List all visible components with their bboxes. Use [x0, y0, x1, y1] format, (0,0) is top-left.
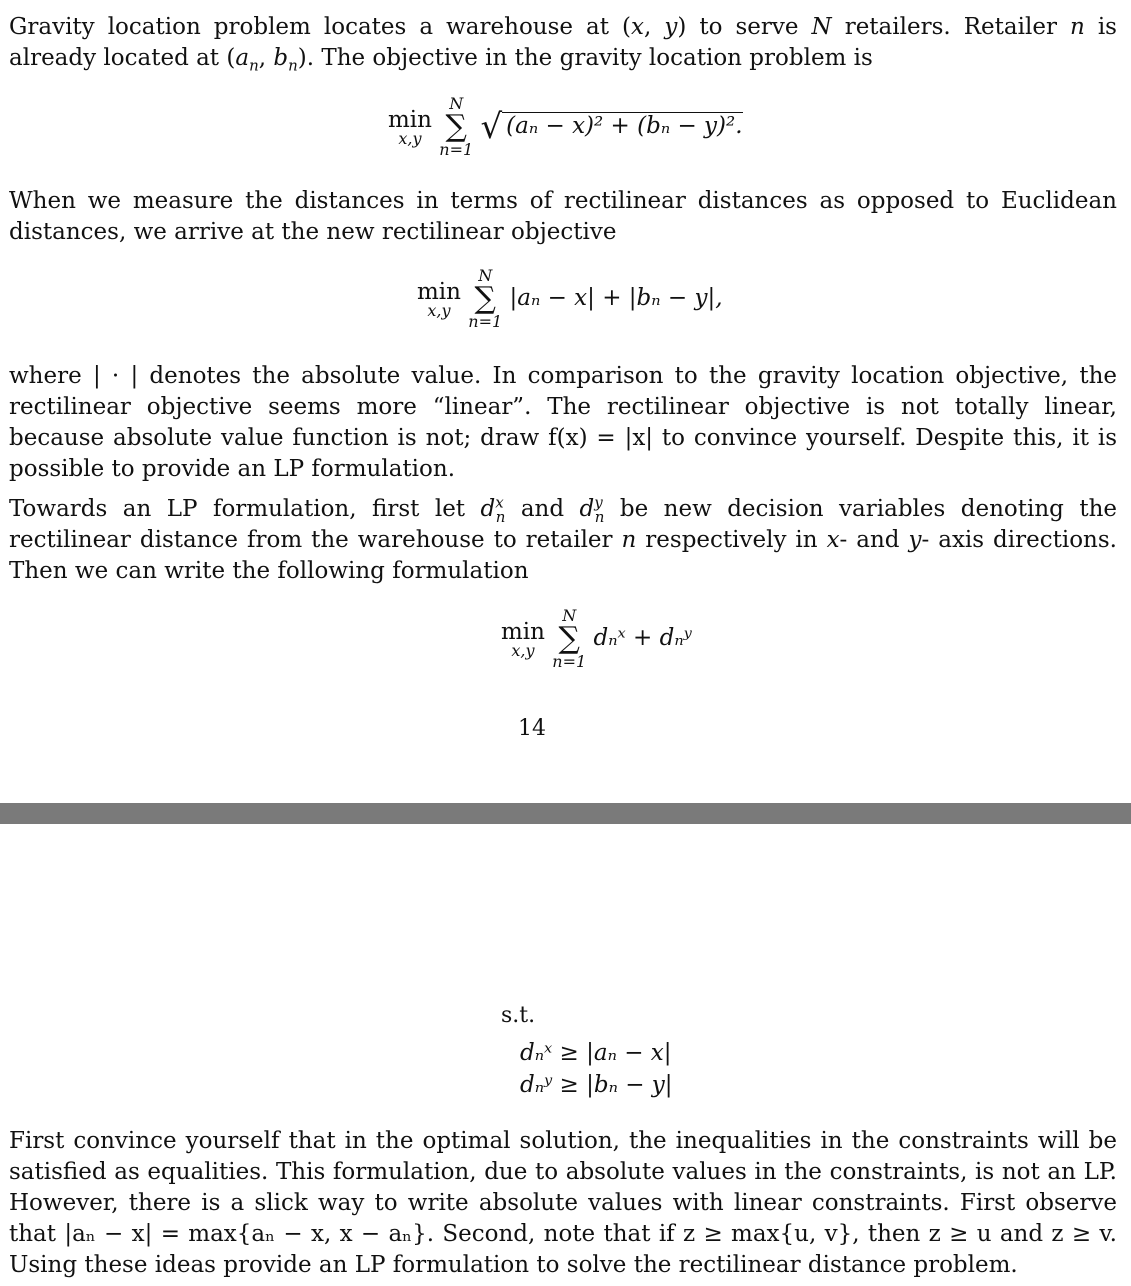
constraint-x: dₙˣ ≥ |aₙ − x| [520, 1040, 672, 1066]
constraint-y: dₙʸ ≥ |bₙ − y| [520, 1072, 673, 1098]
equation-lp-body: dₙˣ + dₙʸ [593, 625, 692, 651]
equation-rectilinear-body: |aₙ − x| + |bₙ − y|, [509, 285, 723, 311]
min-subscript: x,y [427, 301, 451, 320]
sqrt-sign: √ [480, 107, 503, 147]
min-operator: min [501, 619, 545, 645]
min-operator: min [388, 107, 432, 133]
sum-operator: N ∑ n=1 [439, 94, 474, 159]
equation-rectilinear-objective [417, 268, 723, 330]
paragraph-intro: Gravity location problem locates a warehouse at (x, y) to serve N retailers. Retailer n is already located at ($a_n$, $b_n$). The objective in the gravity location problem is [9, 14, 1117, 75]
equation-gravity-objective [388, 96, 743, 158]
page-divider [0, 803, 1131, 824]
sum-operator: N ∑ n=1 [468, 266, 503, 331]
min-operator: min [417, 279, 461, 305]
page-number: 14 [518, 716, 546, 741]
paragraph-lp-formulation: Towards an LP formulation, first let $d^x_n$ and $d^y_n$ be new decision variables denoting the rectilinear distance from the warehouse to retailer n respectively in x- and y- axis directions. Then we can write the following formulation [9, 493, 1118, 584]
paragraph-absolute-value: where | · | denotes the absolute value. In comparison to the gravity location objective, the rectilinear objective seems more “linear”. The rectilinear objective is not totally linear, because absolute value function is not; draw f(x) = |x| to convince yourself. Despite this, it is possible to provide an LP formulation. [9, 363, 1117, 482]
equation-lp-objective [501, 608, 692, 670]
paragraph-rectilinear-intro: When we measure the distances in terms of rectilinear distances as opposed to Euclidean distances, we arrive at the new rectilinear objective [9, 188, 1117, 245]
subject-to-label: s.t. [501, 1003, 536, 1028]
min-subscript: x,y [398, 129, 422, 148]
sum-operator: N ∑ n=1 [552, 606, 587, 671]
equation-gravity-body: (aₙ − x)² + (bₙ − y)². [502, 112, 742, 139]
paragraph-exercise: First convince yourself that in the optimal solution, the inequalities in the constraints will be satisfied as equalities. This formulation, due to absolute values in the constraints, is not an LP. However, there is a slick way to write absolute values with linear constraints. First observe that |aₙ − x| = max{aₙ − x, x − aₙ}. Second, note that if z ≥ max{u, v}, then z ≥ u and z ≥ v. Using these ideas provide an LP formulation to solve the rectilinear distance problem. [9, 1128, 1117, 1278]
min-subscript: x,y [511, 641, 535, 660]
